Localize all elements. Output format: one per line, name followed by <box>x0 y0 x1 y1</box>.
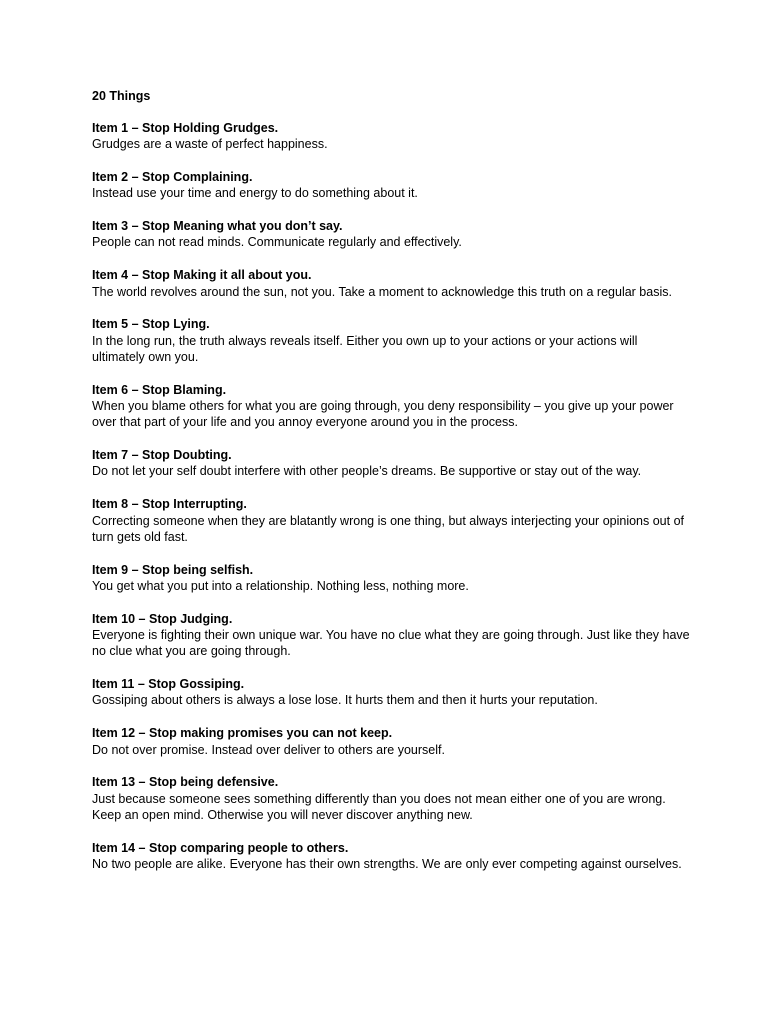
item-heading: Item 9 – Stop being selfish. <box>92 562 254 577</box>
list-item <box>92 316 692 365</box>
list-item <box>92 676 692 709</box>
item-body: Just because someone sees something differently than you does not mean either one of you are wrong. Keep an open mind. Otherwise you will never discover anything new. <box>92 791 666 822</box>
list-item <box>92 562 692 595</box>
item-body: You get what you put into a relationship. Nothing less, nothing more. <box>92 578 469 593</box>
item-heading: Item 10 – Stop Judging. <box>92 611 233 626</box>
item-body: When you blame others for what you are going through, you deny responsibility – you give up your power over that part of your life and you annoy everyone around you in the process. <box>92 399 674 430</box>
item-body: Everyone is fighting their own unique war. You have no clue what they are going through. Just like they have no clue what you are going through. <box>92 628 690 659</box>
list-item <box>92 382 692 431</box>
list-item <box>92 840 692 873</box>
item-body: Gossiping about others is always a lose lose. It hurts them and then it hurts your reputation. <box>92 693 598 708</box>
list-item <box>92 169 692 202</box>
item-body: Do not over promise. Instead over deliver to others are yourself. <box>92 742 445 757</box>
item-body: Instead use your time and energy to do something about it. <box>92 186 418 201</box>
list-item <box>92 725 692 758</box>
item-heading: Item 12 – Stop making promises you can not keep. <box>92 726 393 741</box>
document-page <box>92 88 692 889</box>
item-heading: Item 11 – Stop Gossiping. <box>92 677 245 692</box>
document-title: 20 Things <box>92 89 151 103</box>
item-body: Correcting someone when they are blatantly wrong is one thing, but always interjecting your opinions out of turn gets old fast. <box>92 513 685 544</box>
list-item <box>92 611 692 660</box>
list-item <box>92 447 692 480</box>
item-heading: Item 6 – Stop Blaming. <box>92 382 227 397</box>
item-heading: Item 8 – Stop Interrupting. <box>92 497 247 512</box>
item-heading: Item 14 – Stop comparing people to others. <box>92 840 349 855</box>
item-heading: Item 3 – Stop Meaning what you don’t say. <box>92 219 343 234</box>
item-body: People can not read minds. Communicate regularly and effectively. <box>92 235 462 250</box>
item-heading: Item 2 – Stop Complaining. <box>92 170 253 185</box>
item-heading: Item 13 – Stop being defensive. <box>92 775 279 790</box>
item-heading: Item 7 – Stop Doubting. <box>92 448 232 463</box>
list-item <box>92 267 692 300</box>
list-item <box>92 496 692 545</box>
item-body: No two people are alike. Everyone has their own strengths. We are only ever competing against ourselves. <box>92 857 682 871</box>
item-body: In the long run, the truth always reveals itself. Either you own up to your actions or your actions will ultimately own you. <box>92 333 638 364</box>
item-body: Grudges are a waste of perfect happiness. <box>92 137 328 152</box>
item-body: Do not let your self doubt interfere with other people’s dreams. Be supportive or stay out of the way. <box>92 464 642 479</box>
item-heading: Item 5 – Stop Lying. <box>92 317 210 332</box>
item-heading: Item 1 – Stop Holding Grudges. <box>92 121 279 135</box>
list-item <box>92 774 692 823</box>
list-item <box>92 218 692 251</box>
list-item <box>92 120 692 153</box>
item-body: The world revolves around the sun, not you. Take a moment to acknowledge this truth on a regular basis. <box>92 284 672 299</box>
item-heading: Item 4 – Stop Making it all about you. <box>92 268 312 283</box>
